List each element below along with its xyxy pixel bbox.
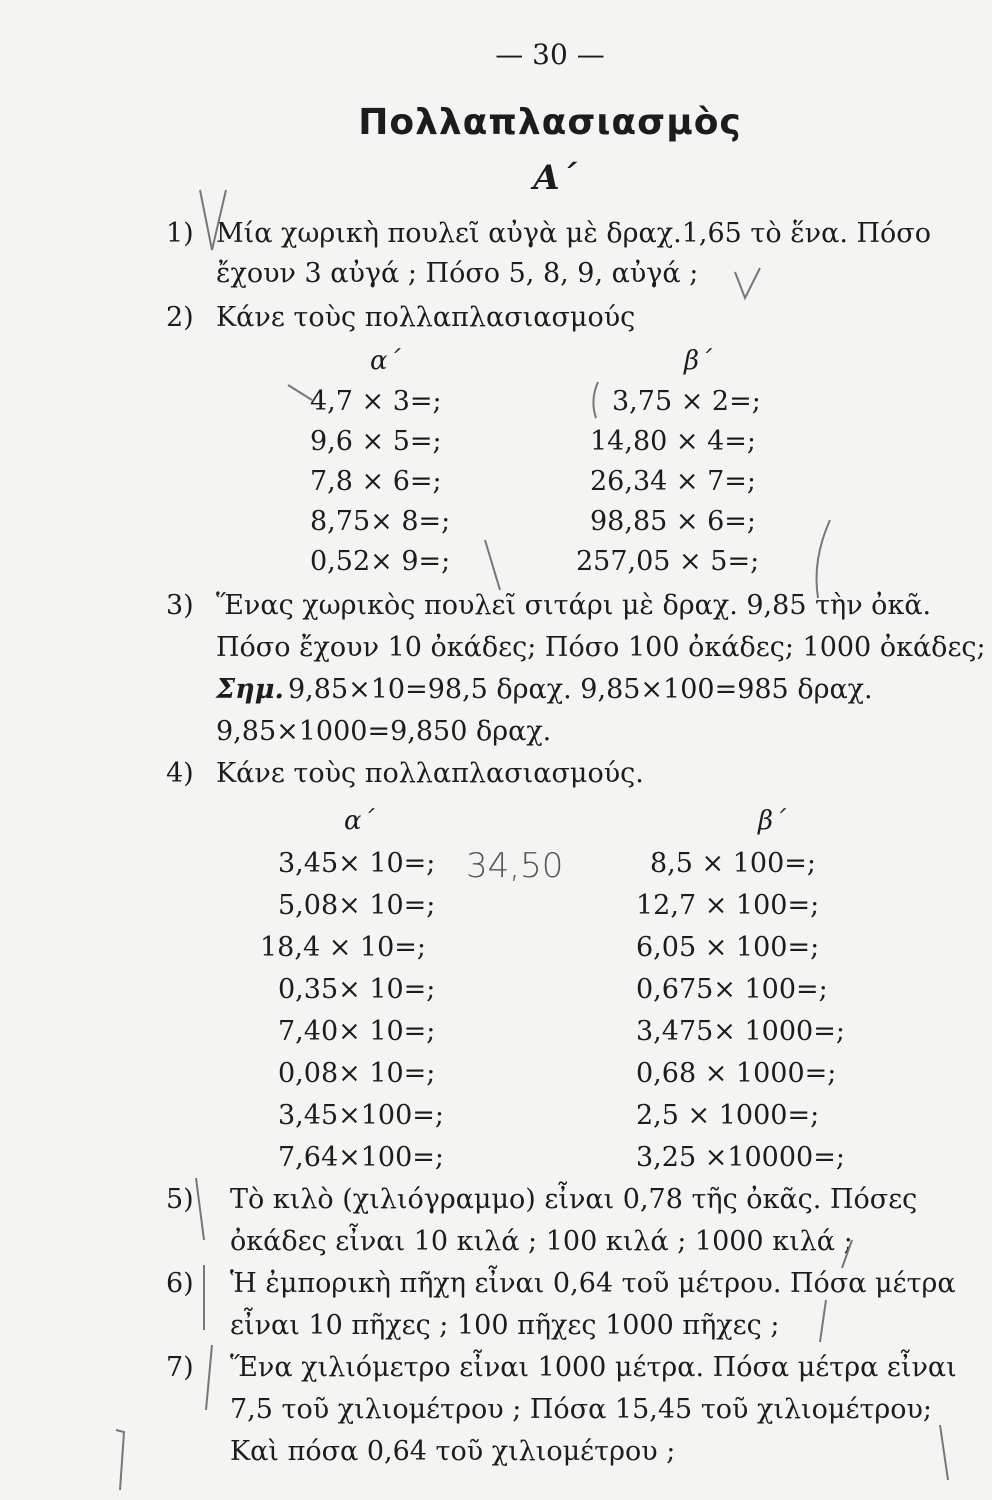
exercise-3-line-4: 9,85×1000=9,850 δραχ. xyxy=(216,716,552,747)
table2-cell-b: 3,25 ×10000=; xyxy=(636,1142,845,1173)
exercise-number: 6) xyxy=(166,1268,194,1299)
page-title: Πολλαπλασιασμὸς xyxy=(358,102,742,143)
exercise-7-line-3: Καὶ πόσα 0,64 τοῦ χιλιομέτρου ; xyxy=(230,1436,676,1467)
page-number: — 30 — xyxy=(495,38,605,71)
exercise-6-line-1: Ἡ ἐμπορικὴ πῆχη εἶναι 0,64 τοῦ μέτρου. Πόσα μέτρα xyxy=(230,1268,956,1299)
table1-cell-b: 98,85 × 6=; xyxy=(590,506,756,537)
exercise-7-line-2: 7,5 τοῦ χιλιομέτρου ; Πόσα 15,45 τοῦ χιλιομέτρου; xyxy=(230,1394,933,1425)
pencil-stroke-6 xyxy=(820,1300,826,1342)
table2-cell-b: 2,5 × 1000=; xyxy=(636,1100,820,1131)
exercise-number: 2) xyxy=(166,302,194,333)
margin-mark-7 xyxy=(206,1345,212,1410)
table2-cell-a: 7,40× 10=; xyxy=(278,1016,436,1047)
table2-cell-a: 3,45×100=; xyxy=(278,1100,444,1131)
table2-cell-a: 3,45× 10=; xyxy=(278,848,436,879)
table2-header-b: β΄ xyxy=(758,806,787,836)
table1-cell-b: 26,34 × 7=; xyxy=(590,466,756,497)
margin-mark-8 xyxy=(116,1430,124,1490)
table2-cell-a: 5,08× 10=; xyxy=(278,890,436,921)
table2-cell-b: 12,7 × 100=; xyxy=(636,890,820,921)
exercise-number: 5) xyxy=(166,1184,194,1215)
table2-cell-b: 0,68 × 1000=; xyxy=(636,1058,837,1089)
exercise-number: 1) xyxy=(166,218,194,249)
exercise-3-line-3: 9,85×10=98,5 δραχ. 9,85×100=985 δραχ. xyxy=(288,674,873,705)
exercise-1-line-1: Μία χωρικὴ πουλεῖ αὐγὰ μὲ δραχ.1,65 τὸ ἕνα. Πόσο xyxy=(216,218,931,249)
pencil-stroke-7 xyxy=(940,1425,948,1480)
note-label: Σημ. xyxy=(216,674,284,705)
exercise-3-line-1: Ἕνας χωρικὸς πουλεῖ σιτάρι μὲ δραχ. 9,85 τὴν ὀκᾶ. xyxy=(216,590,932,621)
check-mark-2 xyxy=(735,268,760,298)
pencil-stroke-4 xyxy=(817,520,831,598)
pencil-stroke-3 xyxy=(485,540,500,590)
table2-cell-b: 0,675× 100=; xyxy=(636,974,828,1005)
exercise-7-line-1: Ἕνα χιλιόμετρο εἶναι 1000 μέτρα. Πόσα μέτρα εἶναι xyxy=(230,1352,957,1383)
exercise-number: 7) xyxy=(166,1352,194,1383)
exercise-number: 3) xyxy=(166,590,194,621)
handwritten-note: 34,50 xyxy=(466,846,564,886)
section-heading: Α΄ xyxy=(533,158,577,198)
table1-cell-b: 257,05 × 5=; xyxy=(576,546,760,577)
table1-cell-b: 14,80 × 4=; xyxy=(590,426,756,457)
table2-cell-a: 18,4 × 10=; xyxy=(260,932,426,963)
table1-cell-a: 4,7 × 3=; xyxy=(310,386,442,417)
table2-cell-b: 8,5 × 100=; xyxy=(650,848,816,879)
exercise-1-line-2: ἔχουν 3 αὐγά ; Πόσο 5, 8, 9, αὐγά ; xyxy=(216,258,699,289)
exercise-2-line-1: Κάνε τοὺς πολλαπλασιασμούς xyxy=(216,302,636,333)
table2-header-a: α΄ xyxy=(344,806,375,836)
check-mark-1 xyxy=(200,190,226,250)
table1-cell-b: 3,75 × 2=; xyxy=(612,386,761,417)
table2-cell-b: 6,05 × 100=; xyxy=(636,932,820,963)
table2-cell-a: 7,64×100=; xyxy=(278,1142,444,1173)
exercise-5-line-1: Τὸ κιλὸ (χιλιόγραμμο) εἶναι 0,78 τῆς ὀκᾶς. Πόσες xyxy=(230,1184,918,1215)
pencil-stroke-1 xyxy=(288,385,312,400)
table1-cell-a: 9,6 × 5=; xyxy=(310,426,442,457)
pencil-stroke-5 xyxy=(842,1240,852,1268)
table1-cell-a: 8,75× 8=; xyxy=(310,506,451,537)
table2-cell-a: 0,08× 10=; xyxy=(278,1058,436,1089)
exercise-number: 4) xyxy=(166,758,194,789)
table2-cell-b: 3,475× 1000=; xyxy=(636,1016,845,1047)
exercise-4-line-1: Κάνε τοὺς πολλαπλασιασμούς. xyxy=(216,758,644,789)
table1-cell-a: 7,8 × 6=; xyxy=(310,466,442,497)
table1-header-b: β΄ xyxy=(684,346,713,376)
table1-header-a: α΄ xyxy=(370,346,401,376)
table1-cell-a: 0,52× 9=; xyxy=(310,546,451,577)
margin-mark-5 xyxy=(196,1178,204,1240)
pencil-stroke-2 xyxy=(593,382,598,418)
exercise-5-line-2: ὀκάδες εἶναι 10 κιλά ; 100 κιλά ; 1000 κιλά ; xyxy=(230,1226,853,1257)
exercise-3-line-2: Πόσο ἔχουν 10 ὀκάδες; Πόσο 100 ὀκάδες; 1000 ὀκάδες; xyxy=(216,632,986,663)
exercise-6-line-2: εἶναι 10 πῆχες ; 100 πῆχες 1000 πῆχες ; xyxy=(230,1310,780,1341)
table2-cell-a: 0,35× 10=; xyxy=(278,974,436,1005)
